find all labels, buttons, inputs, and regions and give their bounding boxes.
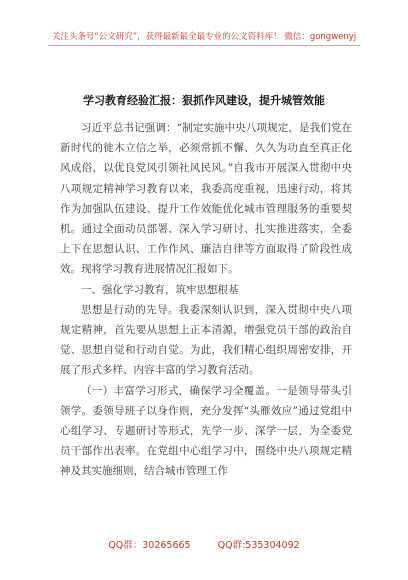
header-banner: 关注头条号“公文研究”，获得最新最全最专业的公文资料库！ 微信：gongwenyj (51, 32, 357, 42)
document-title: 学习教育经验汇报：狠抓作风建设，提升城管效能 (83, 94, 325, 107)
header-divider (48, 45, 360, 46)
footer (0, 537, 408, 551)
paragraph-section-1: 思想是行动的先导。我委深刻认识到，深入贯彻中央八项规定精神，首先要从思想上正本清源，增强党员干部的政治自觉、思想自觉和行动自觉。为此，我们精心组织周密安排，开展了形式多样、内容丰富的学习教育活动。 (60, 303, 352, 377)
section-heading-1: 一、强化学习教育，筑牢思想根基 (81, 283, 239, 296)
document-body (60, 118, 352, 482)
paragraph-subsection-1: （一）丰富学习形式，确保学习全覆盖。一是领导带头引领学。委领导班子以身作则，充分发挥“头雁效应”通过党组中心组学习、专题研讨等形式，先学一步、深学一层，为全委党员干部作出表率。在党组中心组学习中，围绕中央八项规定精神及其实施细则，结合城市管理工作 (60, 384, 352, 478)
footer-qq-group-2: QQ群:535304092 (217, 540, 300, 551)
footer-qq-group-1: QQ群：30265665 (108, 540, 191, 551)
paragraph-intro: 习近平总书记强调：“制定实施中央八项规定，是我们党在新时代的徙木立信之举，必须常抓不懈、久久为功直至真正化风成俗，以优良党风引领社风民风。”自我市开展深入贯彻中央八项规定精神学习教育以来，我委高度重视，迅速行动，将其作为加强队伍建设、提升工作效能优化城市管理服务的重要契机。通过全面动员部署、深入学习研讨、扎实推进落实，全委上下在思想认识、工作作风、廉洁自律等方面取得了阶段性成效。现将学习教育进展情况汇报如下。 (60, 122, 352, 276)
